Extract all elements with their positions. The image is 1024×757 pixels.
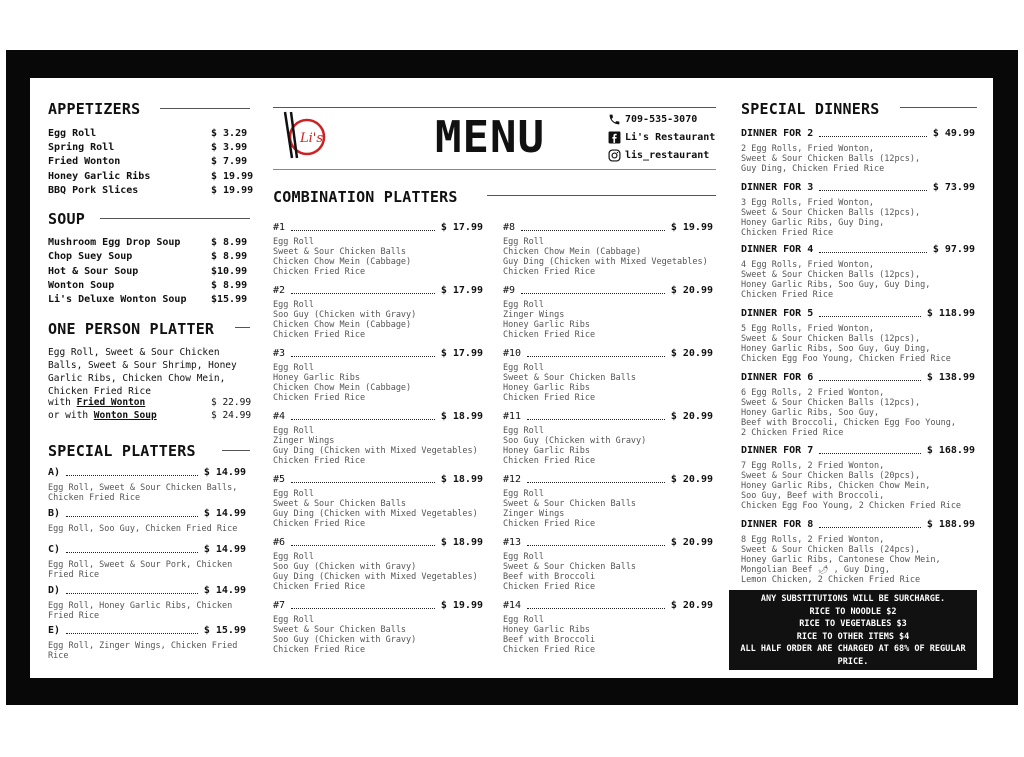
special-platters-item bbox=[48, 625, 246, 636]
item-price: $ 14.99 bbox=[203, 544, 246, 555]
soup-heading: SOUP bbox=[48, 210, 85, 228]
divider bbox=[100, 218, 250, 219]
one-person-option-1 bbox=[48, 397, 145, 408]
special-dinners-item bbox=[741, 372, 975, 383]
item-label: B) bbox=[48, 508, 61, 519]
combination-item bbox=[273, 222, 483, 233]
combo-description: Egg Roll Sweet & Sour Chicken Balls Beef with Broccoli Chicken Fried Rice bbox=[503, 552, 637, 592]
combo-number: #7 bbox=[273, 600, 286, 611]
leader-dots bbox=[819, 190, 927, 191]
combo-description: Egg Roll Sweet & Sour Chicken Balls Chicken Chow Mein (Cabbage) Chicken Fried Rice bbox=[273, 237, 412, 277]
combo-price: $ 20.99 bbox=[670, 537, 713, 548]
divider bbox=[487, 195, 716, 196]
item-price: $ 14.99 bbox=[203, 467, 246, 478]
combo-description: Egg Roll Honey Garlic Ribs Chicken Chow Mein (Cabbage) Chicken Fried Rice bbox=[273, 363, 412, 403]
top-divider bbox=[273, 107, 716, 108]
item-description: Egg Roll, Honey Garlic Ribs, Chicken Fried Rice bbox=[48, 601, 233, 621]
leader-dots bbox=[66, 633, 198, 634]
facebook-icon bbox=[608, 131, 621, 144]
substitution-notice bbox=[729, 590, 977, 670]
appetizers-heading: APPETIZERS bbox=[48, 100, 141, 118]
phone-number: 709-535-3070 bbox=[625, 114, 698, 125]
item-description: 6 Egg Rolls, 2 Fried Wonton, Sweet & Sour Chicken Balls (12pcs), Honey Garlic Ribs, Soo Guy, Beef with Broccoli, Chicken Egg Foo Young, 2 Chicken Fried Rice bbox=[741, 388, 956, 438]
menu-item-price: $ 8.99 bbox=[211, 251, 248, 263]
item-description: 7 Egg Rolls, 2 Fried Wonton, Sweet & Sour Chicken Balls (20pcs), Honey Garlic Ribs, Chicken Chow Mein, Soo Guy, Beef with Broccoli, Chicken Egg Foo Young, 2 Chicken Fried Rice bbox=[741, 461, 962, 511]
combination-item bbox=[273, 474, 483, 485]
combo-price: $ 17.99 bbox=[440, 285, 483, 296]
item-price: $ 73.99 bbox=[932, 182, 975, 193]
notice-line: ALL HALF ORDER ARE CHARGED AT 68% OF REGULAR bbox=[740, 644, 966, 654]
combo-description: Egg Roll Zinger Wings Honey Garlic Ribs Chicken Fried Rice bbox=[503, 300, 596, 340]
leader-dots bbox=[291, 293, 435, 294]
combo-description: Egg Roll Chicken Chow Mein (Cabbage) Guy Ding (Chicken with Mixed Vegetables) Chicken Fried Rice bbox=[503, 237, 708, 277]
instagram-icon bbox=[608, 149, 621, 162]
combo-description: Egg Roll Sweet & Sour Chicken Balls Soo Guy (Chicken with Gravy) Chicken Fried Rice bbox=[273, 615, 417, 655]
combo-price: $ 20.99 bbox=[670, 474, 713, 485]
fried-wonton-link: Fried Wonton bbox=[76, 397, 146, 408]
one-person-description: Egg Roll, Sweet & Sour Chicken Balls, Sweet & Sour Shrimp, Honey Garlic Ribs, Chicken Chow Mein, Chicken Fried Rice bbox=[48, 347, 237, 397]
item-label: DINNER FOR 6 bbox=[741, 372, 814, 383]
menu-item-name: Hot & Sour Soup bbox=[48, 265, 139, 277]
item-price: $ 97.99 bbox=[932, 244, 975, 255]
menu-item-name: Fried Wonton bbox=[48, 156, 121, 168]
item-label: DINNER FOR 2 bbox=[741, 128, 814, 139]
combination-item bbox=[503, 537, 713, 548]
instagram-handle: lis_restaurant bbox=[625, 150, 710, 161]
special-dinners-item bbox=[741, 182, 975, 193]
item-price: $ 49.99 bbox=[932, 128, 975, 139]
combo-number: #2 bbox=[273, 285, 286, 296]
leader-dots bbox=[291, 482, 435, 483]
leader-dots bbox=[527, 608, 665, 609]
item-description: 3 Egg Rolls, Fried Wonton, Sweet & Sour Chicken Balls (12pcs), Honey Garlic Ribs, Guy Ding, Chicken Fried Rice bbox=[741, 198, 921, 238]
combo-number: #3 bbox=[273, 348, 286, 359]
item-label: D) bbox=[48, 585, 61, 596]
leader-dots bbox=[819, 136, 927, 137]
combo-number: #1 bbox=[273, 222, 286, 233]
combo-number: #12 bbox=[503, 474, 522, 485]
item-label: DINNER FOR 4 bbox=[741, 244, 814, 255]
one-person-option-2 bbox=[48, 410, 157, 421]
item-price: $ 118.99 bbox=[926, 308, 975, 319]
one-person-option-2-price: $ 24.99 bbox=[211, 410, 252, 421]
item-description: 5 Egg Rolls, Fried Wonton, Sweet & Sour Chicken Balls (12pcs), Honey Garlic Ribs, Soo Guy, Guy Ding, Chicken Egg Foo Young, Chicken Fried Rice bbox=[741, 324, 951, 364]
combination-item bbox=[273, 537, 483, 548]
menu-item-name: Honey Garlic Ribs bbox=[48, 170, 151, 182]
combo-number: #5 bbox=[273, 474, 286, 485]
special-dinners-item bbox=[741, 445, 975, 456]
combination-heading: COMBINATION PLATTERS bbox=[273, 188, 458, 206]
combination-item bbox=[273, 348, 483, 359]
item-description: 4 Egg Rolls, Fried Wonton, Sweet & Sour Chicken Balls (12pcs), Honey Garlic Ribs, Soo Guy, Guy Ding, Chicken Fried Rice bbox=[741, 260, 931, 300]
menu-item-price: $15.99 bbox=[211, 294, 248, 306]
combo-number: #11 bbox=[503, 411, 522, 422]
menu-item-price: $ 3.29 bbox=[211, 128, 248, 139]
item-price: $ 168.99 bbox=[926, 445, 975, 456]
phone-icon bbox=[608, 113, 621, 126]
facebook-handle: Li's Restaurant bbox=[625, 132, 716, 143]
leader-dots bbox=[819, 252, 927, 253]
combination-item bbox=[273, 600, 483, 611]
leader-dots bbox=[291, 608, 435, 609]
leader-dots bbox=[819, 380, 921, 381]
item-price: $ 14.99 bbox=[203, 585, 246, 596]
menu-item-price: $ 8.99 bbox=[211, 279, 248, 291]
leader-dots bbox=[66, 475, 198, 476]
leader-dots bbox=[291, 230, 435, 231]
combination-item bbox=[273, 285, 483, 296]
notice-line: RICE TO OTHER ITEMS $4 bbox=[796, 631, 910, 642]
phone-contact bbox=[608, 113, 697, 126]
item-description: Egg Roll, Sweet & Sour Pork, Chicken Fried Rice bbox=[48, 560, 233, 580]
leader-dots bbox=[66, 552, 198, 553]
special-platters-item bbox=[48, 585, 246, 596]
leader-dots bbox=[819, 453, 921, 454]
combo-number: #8 bbox=[503, 222, 516, 233]
combo-price: $ 20.99 bbox=[670, 348, 713, 359]
item-label: E) bbox=[48, 625, 61, 636]
item-description: 2 Egg Rolls, Fried Wonton, Sweet & Sour Chicken Balls (12pcs), Guy Ding, Chicken Fried Rice bbox=[741, 144, 921, 174]
item-description: 8 Egg Rolls, 2 Fried Wonton, Sweet & Sour Chicken Balls (24pcs), Honey Garlic Ribs, Cantonese Chow Mein, Mongolian Beef 🌶 , Guy Ding, Lemon Chicken, 2 Chicken Fried Rice bbox=[741, 535, 941, 585]
combo-description: Egg Roll Sweet & Sour Chicken Balls Zinger Wings Chicken Fried Rice bbox=[503, 489, 637, 529]
one-person-option-1-price: $ 22.99 bbox=[211, 397, 252, 408]
combo-number: #9 bbox=[503, 285, 516, 296]
leader-dots bbox=[527, 545, 665, 546]
combo-description: Egg Roll Soo Guy (Chicken with Gravy) Honey Garlic Ribs Chicken Fried Rice bbox=[503, 426, 647, 466]
item-price: $ 14.99 bbox=[203, 508, 246, 519]
facebook-contact bbox=[608, 131, 715, 144]
instagram-contact bbox=[608, 149, 709, 162]
divider bbox=[900, 107, 977, 108]
menu-item-price: $ 3.99 bbox=[211, 142, 248, 154]
combo-price: $ 19.99 bbox=[670, 222, 713, 233]
menu-item-name: Chop Suey Soup bbox=[48, 251, 133, 263]
item-label: DINNER FOR 5 bbox=[741, 308, 814, 319]
special-dinners-item bbox=[741, 519, 975, 530]
leader-dots bbox=[291, 356, 435, 357]
option-prefix: or with bbox=[48, 410, 94, 421]
special-dinners-heading: SPECIAL DINNERS bbox=[741, 100, 880, 118]
leader-dots bbox=[521, 230, 665, 231]
special-dinners-item bbox=[741, 128, 975, 139]
menu-item-price: $ 7.99 bbox=[211, 156, 248, 168]
item-label: C) bbox=[48, 544, 61, 555]
item-price: $ 188.99 bbox=[926, 519, 975, 530]
combo-number: #6 bbox=[273, 537, 286, 548]
logo-text: Li's bbox=[300, 131, 324, 146]
item-label: DINNER FOR 3 bbox=[741, 182, 814, 193]
leader-dots bbox=[291, 545, 435, 546]
leader-dots bbox=[819, 316, 921, 317]
combo-number: #10 bbox=[503, 348, 522, 359]
item-label: DINNER FOR 7 bbox=[741, 445, 814, 456]
combo-description: Egg Roll Soo Guy (Chicken with Gravy) Guy Ding (Chicken with Mixed Vegetables) Chicken Fried Rice bbox=[273, 552, 478, 592]
item-price: $ 138.99 bbox=[926, 372, 975, 383]
combination-item bbox=[503, 285, 713, 296]
header-divider bbox=[273, 169, 716, 170]
item-price: $ 15.99 bbox=[203, 625, 246, 636]
leader-dots bbox=[521, 293, 665, 294]
combo-price: $ 18.99 bbox=[440, 411, 483, 422]
special-dinners-item bbox=[741, 308, 975, 319]
leader-dots bbox=[66, 516, 198, 517]
menu-item-name: Mushroom Egg Drop Soup bbox=[48, 237, 181, 248]
item-description: Egg Roll, Zinger Wings, Chicken Fried Rice bbox=[48, 641, 238, 661]
combo-price: $ 17.99 bbox=[440, 222, 483, 233]
menu-item-name: Egg Roll bbox=[48, 128, 97, 139]
special-platters-item bbox=[48, 544, 246, 555]
combo-price: $ 18.99 bbox=[440, 537, 483, 548]
combo-price: $ 17.99 bbox=[440, 348, 483, 359]
combo-number: #13 bbox=[503, 537, 522, 548]
combo-price: $ 20.99 bbox=[670, 411, 713, 422]
combo-price: $ 19.99 bbox=[440, 600, 483, 611]
menu-item-name: Spring Roll bbox=[48, 142, 115, 154]
leader-dots bbox=[527, 419, 665, 420]
leader-dots bbox=[819, 527, 921, 528]
combo-price: $ 20.99 bbox=[670, 600, 713, 611]
page-title: MENU bbox=[435, 112, 545, 163]
combination-item bbox=[503, 600, 713, 611]
leader-dots bbox=[66, 593, 198, 594]
menu-item-name: BBQ Pork Slices bbox=[48, 184, 139, 196]
menu-item-price: $ 19.99 bbox=[211, 170, 254, 182]
special-dinners-item bbox=[741, 244, 975, 255]
divider bbox=[222, 450, 250, 451]
leader-dots bbox=[527, 356, 665, 357]
item-description: Egg Roll, Sweet & Sour Chicken Balls, Chicken Fried Rice bbox=[48, 483, 238, 503]
combination-item bbox=[503, 411, 713, 422]
combo-description: Egg Roll Zinger Wings Guy Ding (Chicken with Mixed Vegetables) Chicken Fried Rice bbox=[273, 426, 478, 466]
special-platters-item bbox=[48, 508, 246, 519]
combination-item bbox=[503, 474, 713, 485]
combo-number: #4 bbox=[273, 411, 286, 422]
wonton-soup-link: Wonton Soup bbox=[93, 410, 157, 421]
combo-price: $ 20.99 bbox=[670, 285, 713, 296]
combo-number: #14 bbox=[503, 600, 522, 611]
item-label: A) bbox=[48, 467, 61, 478]
combo-description: Egg Roll Honey Garlic Ribs Beef with Broccoli Chicken Fried Rice bbox=[503, 615, 596, 655]
divider bbox=[160, 108, 250, 109]
menu-item-price: $ 19.99 bbox=[211, 184, 254, 196]
combination-item bbox=[503, 348, 713, 359]
option-prefix: with bbox=[48, 397, 77, 408]
menu-item-name: Wonton Soup bbox=[48, 279, 115, 291]
combination-item bbox=[503, 222, 713, 233]
menu-item-price: $ 8.99 bbox=[211, 237, 248, 248]
notice-line: RICE TO VEGETABLES $3 bbox=[799, 619, 907, 629]
leader-dots bbox=[527, 482, 665, 483]
item-label: DINNER FOR 8 bbox=[741, 519, 814, 530]
combo-price: $ 18.99 bbox=[440, 474, 483, 485]
combo-description: Egg Roll Soo Guy (Chicken with Gravy) Chicken Chow Mein (Cabbage) Chicken Fried Rice bbox=[273, 300, 417, 340]
notice-line: ANY SUBSTITUTIONS WILL BE SURCHARGE. bbox=[760, 594, 946, 604]
notice-line: RICE TO NOODLE $2 bbox=[809, 606, 897, 617]
special-platters-item bbox=[48, 467, 246, 478]
lis-logo bbox=[280, 110, 330, 160]
combo-description: Egg Roll Sweet & Sour Chicken Balls Guy Ding (Chicken with Mixed Vegetables) Chicken Fried Rice bbox=[273, 489, 478, 529]
menu-item-name: Li's Deluxe Wonton Soup bbox=[48, 294, 187, 306]
combo-description: Egg Roll Sweet & Sour Chicken Balls Honey Garlic Ribs Chicken Fried Rice bbox=[503, 363, 637, 403]
notice-line: PRICE. bbox=[837, 656, 869, 667]
one-person-heading: ONE PERSON PLATTER bbox=[48, 320, 215, 338]
leader-dots bbox=[291, 419, 435, 420]
combination-item bbox=[273, 411, 483, 422]
item-description: Egg Roll, Soo Guy, Chicken Fried Rice bbox=[48, 524, 238, 534]
menu-item-price: $10.99 bbox=[211, 265, 248, 277]
special-platters-heading: SPECIAL PLATTERS bbox=[48, 442, 196, 460]
divider bbox=[235, 327, 250, 328]
